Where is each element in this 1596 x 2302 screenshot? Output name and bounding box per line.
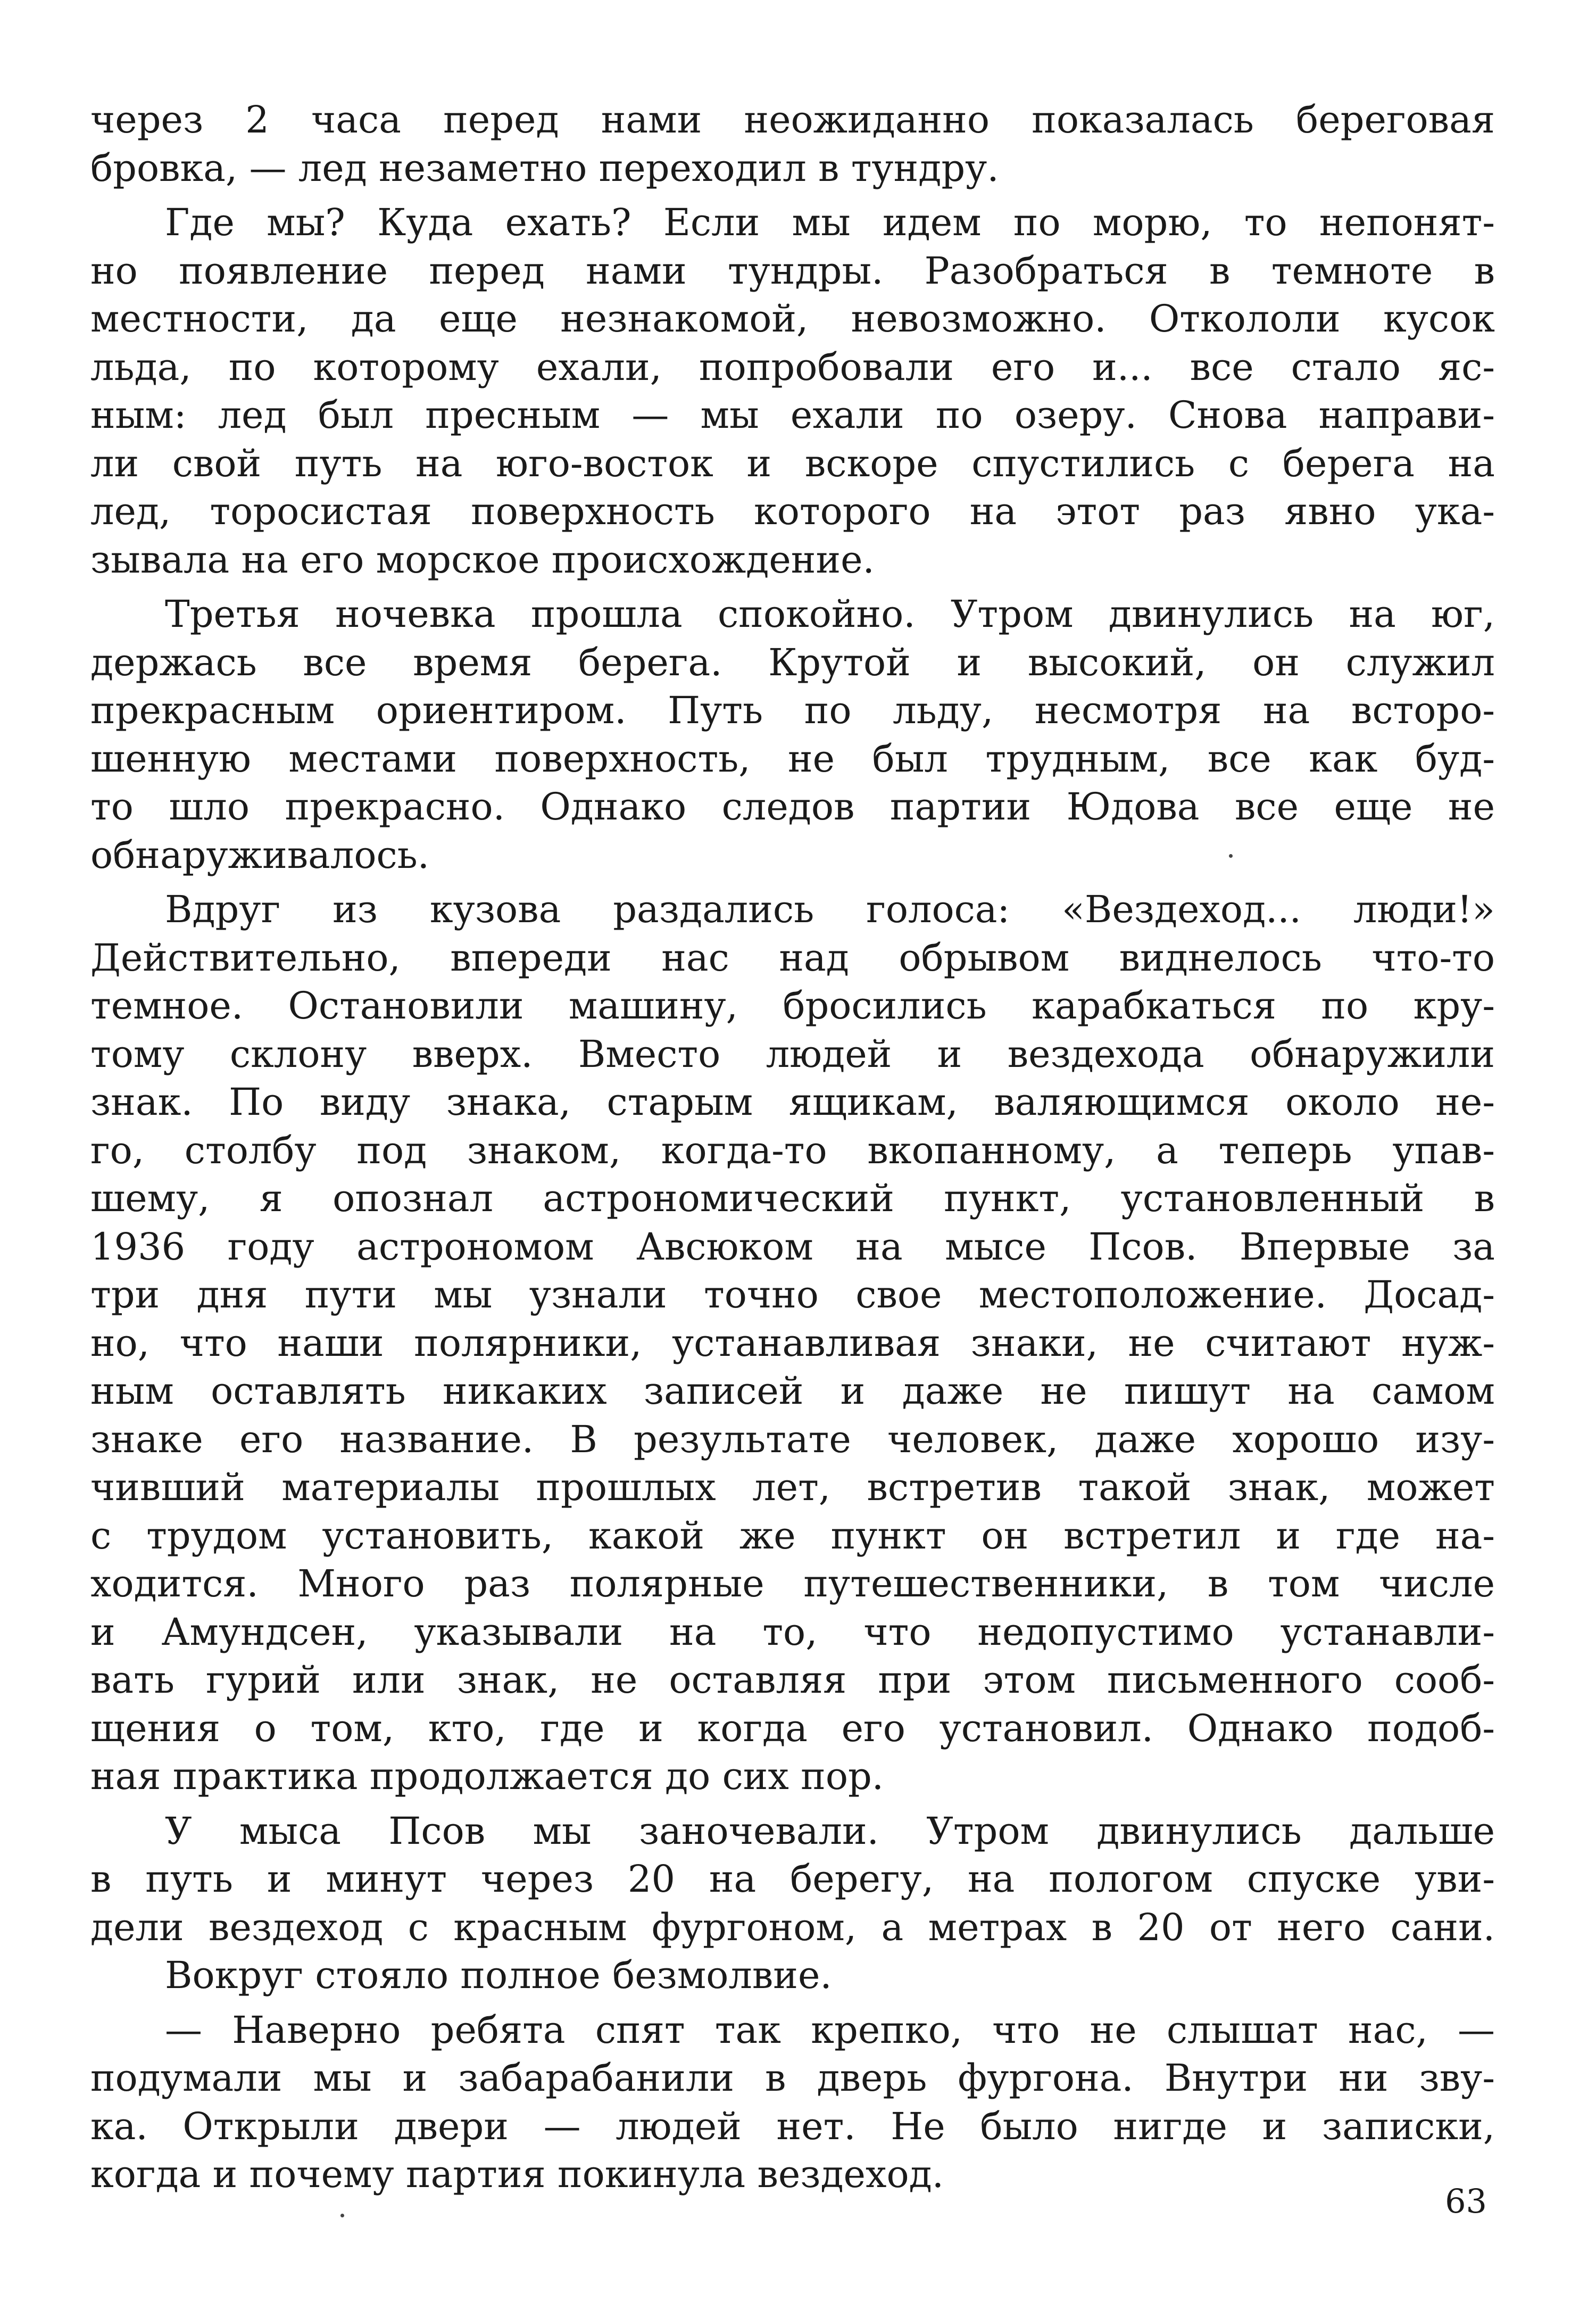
text-line: бровка, — лед незаметно переходил в тундру.: [90, 146, 999, 190]
text-line: с трудом установить, какой же пункт он встретил и где на-: [90, 1513, 1495, 1558]
text-line: ли свой путь на юго-восток и вскоре спустились с берега на: [90, 441, 1495, 485]
text-line: ным: лед был пресным — мы ехали по озеру. Снова направи-: [90, 393, 1495, 437]
text-line: три дня пути мы узнали точно свое местоположение. Досад-: [90, 1273, 1495, 1316]
paragraph-7: [90, 2006, 1495, 2199]
paragraph-2: [90, 198, 1495, 584]
text-line: — Наверно ребята спят так крепко, что не слышат нас, —: [165, 2008, 1495, 2052]
text-line: 1936 году астрономом Авсюком на мысе Псов. Впервые за: [90, 1224, 1495, 1269]
text-line: Вдруг из кузова раздались голоса: «Вездеход... люди!»: [165, 888, 1495, 931]
text-line: местности, да еще незнакомой, невозможно. Откололи кусок: [90, 297, 1495, 341]
text-line: льда, по которому ехали, попробовали его и... все стало яс-: [90, 345, 1495, 389]
text-line: Где мы? Куда ехать? Если мы идем по морю, то непонят-: [165, 201, 1495, 244]
text-line: ка. Открыли двери — людей нет. Не было нигде и записки,: [90, 2104, 1495, 2148]
text-line: чивший материалы прошлых лет, встретив такой знак, может: [90, 1465, 1495, 1509]
text-line: знак. По виду знака, старым ящикам, валяющимся около не-: [90, 1080, 1495, 1124]
text-line: то шло прекрасно. Однако следов партии Юдова все еще не: [90, 785, 1495, 829]
text-line: шенную местами поверхность, не был трудным, все как буд-: [90, 736, 1495, 781]
text-line: обнаруживалось.: [90, 833, 430, 877]
print-speck: [1229, 854, 1233, 858]
text-line: через 2 часа перед нами неожиданно показалась береговая: [90, 98, 1495, 142]
text-line: Третья ночевка прошла спокойно. Утром двинулись на юг,: [165, 592, 1495, 636]
text-line: дели вездеход с красным фургоном, а метрах в 20 от него сани.: [90, 1905, 1495, 1949]
paragraph-5: [90, 1807, 1495, 1952]
paragraph-4: [90, 885, 1495, 1801]
text-line: зывала на его морское происхождение.: [90, 537, 875, 582]
text-line: У мыса Псов мы заночевали. Утром двинулись дальше: [165, 1809, 1495, 1853]
text-line: знаке его название. В результате человек, даже хорошо изу-: [90, 1417, 1495, 1461]
text-line: но появление перед нами тундры. Разобраться в темноте в: [90, 249, 1495, 293]
text-line: вать гурий или знак, не оставляя при этом письменного сооб-: [90, 1658, 1495, 1702]
text-line: тому склону вверх. Вместо людей и вездехода обнаружили: [90, 1032, 1495, 1076]
text-line: когда и почему партия покинула вездеход.: [90, 2152, 944, 2196]
text-line: и Амундсен, указывали на то, что недопустимо устанавли-: [90, 1610, 1495, 1654]
text-line: Действительно, впереди нас над обрывом виднелось что-то: [90, 935, 1495, 980]
book-page-text: [90, 96, 1495, 2199]
text-line: шему, я опознал астрономический пункт, установленный в: [90, 1177, 1495, 1220]
text-line: го, столбу под знаком, когда-то вкопанному, а теперь упав-: [90, 1128, 1495, 1172]
text-line: но, что наши полярники, устанавливая знаки, не считают нуж-: [90, 1321, 1495, 1365]
text-line: ным оставлять никаких записей и даже не пишут на самом: [90, 1369, 1495, 1413]
print-speck: [340, 2214, 344, 2217]
text-line: в путь и минут через 20 на берегу, на пологом спуске уви-: [90, 1857, 1495, 1901]
text-line: Вокруг стояло полное безмолвие.: [165, 1953, 832, 1997]
text-line: прекрасным ориентиром. Путь по льду, несмотря на всторо-: [90, 689, 1495, 732]
text-line: ная практика продолжается до сих пор.: [90, 1754, 884, 1798]
text-line: держась все время берега. Крутой и высокий, он служил: [90, 640, 1495, 684]
text-line: лед, торосистая поверхность которого на этот раз явно ука-: [90, 490, 1495, 533]
paragraph-6: [90, 1951, 1495, 2000]
text-line: подумали мы и забарабанили в дверь фургона. Внутри ни зву-: [90, 2056, 1495, 2100]
text-line: ходится. Много раз полярные путешественники, в том числе: [90, 1562, 1495, 1605]
page-number: 63: [1445, 2182, 1487, 2221]
paragraph-3: [90, 590, 1495, 879]
text-line: щения о том, кто, где и когда его установил. Однако подоб-: [90, 1706, 1495, 1750]
text-line: темное. Остановили машину, бросились карабкаться по кру-: [90, 984, 1495, 1028]
paragraph-1: [90, 96, 1495, 192]
